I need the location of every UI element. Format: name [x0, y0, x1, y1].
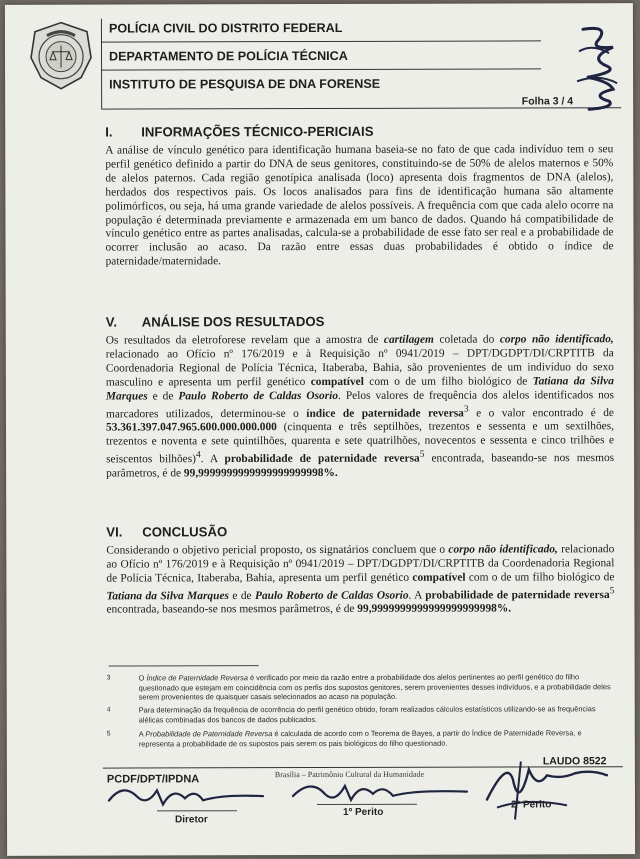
signer-title-second-expert: 2º Perito [510, 799, 552, 811]
header-divider [101, 19, 102, 109]
section-5-paragraph: Os resultados da eletroforese revelam que a amostra de cartilagem coletada do corpo não identificado, relacionado ao Ofício nº 176/2019 e à Requisição nº 0941/2019 – DPT/DGDPT/DI/CRPTITB da Coordenadoria Regional de Polícia Técnica, Itaberaba, Bahia, são provenientes de um indivíduo do sexo masculino e apresenta um perfil genético compatível com o de um filho biológico de Tatiana da Silva Marques e de Paulo Roberto de Caldas Osorio. Pelos valores de frequência dos alelos identificados nos marcadores utilizados, determinou-se o índice de paternidade reversa$^3$ e o valor encontrado é de 53.361.397.047.965.600.000.000.000 (cinquenta e três septilhões, trezentos e sessenta e um sextilhões, trezentos e noventa e sete quintilhões, quarenta e sete quatrilhões, novecentos e sessenta e cinco trilhões e seiscentos bilhões)$^4$. A probabilidade de paternidade reversa$^5$ encontrada, baseando-se nos mesmos parâmetros, é de 99,9999999999999999999998%. [105, 333, 615, 480]
document-page [5, 3, 635, 856]
signature-rule [157, 810, 237, 811]
section-6-paragraph: Considerando o objetivo pericial proposto, os signatários concluem que o corpo não identificado, relacionado ao Ofício nº 176/2019 e à Requisição nº 0941/2019 – DPT/DGDPT/DI/CRPTITB da Coordenadoria Regional de Polícia Técnica, Itaberaba, Bahia, apresenta um perfil genético compatível com o de um filho biológico de Tatiana da Silva Marques e de Paulo Roberto de Caldas Osorio. A probabilidade de paternidade reversa$^5$ encontrada, baseando-se nos mesmos parâmetros, é de 99,9999999999999999999998%. [106, 543, 615, 616]
section-heading-6: VI. CONCLUSÃO [106, 524, 228, 540]
signer-title-director: Diretor [175, 814, 208, 826]
header-rule [101, 68, 541, 70]
header-rule [101, 107, 621, 109]
page-number: Folha 3 / 4 [521, 95, 574, 108]
margin-rubric-signature [569, 21, 627, 113]
section-heading-1: I. INFORMAÇÕES TÉCNICO-PERICIAIS [105, 123, 374, 140]
second-expert-signature [467, 749, 617, 825]
signer-title-first-expert: 1º Perito [342, 806, 384, 818]
police-seal-icon [25, 20, 97, 92]
footnote-3: 3 O Índice de Paternidade Reversa é verificado por meio da razão entre a probabilidade dos alelos pertinentes ao perfil genético do filho questionado que estejam em coincidência com os perfis dos supostos genitores, serem provenientes desses indivíduos, e a probabilidade deles serem provenientes de quaisquer casais selecionados ao acaso na população. [106, 672, 611, 702]
header-line-3: INSTITUTO DE PESQUISA DE DNA FORENSE [109, 76, 381, 92]
report-number: LAUDO 8522 [542, 755, 607, 768]
section-heading-5: V. ANÁLISE DOS RESULTADOS [105, 313, 325, 330]
footnote-4: 4 Para determinação da frequência de ocorrência do perfil genético obtido, foram realizados cálculos estatísticos utilizando-se as frequências alélicas combinadas dos bancos de dados publicados. [106, 704, 596, 725]
header-line-2: DEPARTAMENTO DE POLÍCIA TÉCNICA [109, 48, 348, 64]
department-code: PCDF/DPT/IPDNA [106, 773, 200, 786]
footnote-rule [109, 665, 259, 666]
header-rule [101, 40, 541, 42]
section-1-paragraph: A análise de vínculo genético para identificação humana baseia-se no fato de que cada indivíduo tem o seu perfil genético definido a partir do DNA de seus genitores, constituindo-se de 50% de alelos maternos e 50% de alelos paternos. Cada região genotípica analisada (loco) apresenta dois fragmentos de DNA (alelos), herdados dos respectivos pais. Os locos analisados para fins de identificação humana são altamente polimórficos, ou seja, há uma grande variedade de alelos possíveis. A frequência com que cada alelo ocorre na população é determinada previamente e armazenada em um banco de dados. Quando há compatibilidade de vínculo genético entre as partes analisadas, calcula-se a probabilidade de esse fato ser real e a probabilidade de ocorrer inclusão ao acaso. Da razão entre essas duas probabilidades é obtido o índice de paternidade/maternidade. [105, 143, 614, 268]
header-line-1: POLÍCIA CIVIL DO DISTRITO FEDERAL [108, 20, 343, 36]
footnote-5: 5 A Probabilidade de Paternidade Reversa é calculada de acordo com o Teorema de Bayes, a partir do Índice de Paternidade Reversa, e representa a probabilidade de os supostos pais serem os pais biológicos do filho questionado. [106, 728, 582, 749]
footer-motto: Brasília – Patrimônio Cultural da Humanidade [274, 769, 425, 780]
